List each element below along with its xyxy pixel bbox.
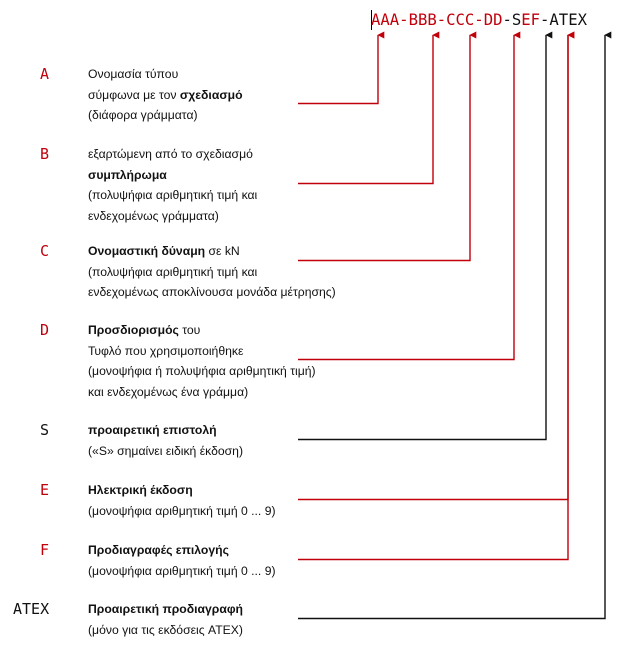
- bold-term: Προαιρετική προδιαγραφή: [88, 602, 243, 616]
- description-line: [88, 441, 243, 462]
- bold-term: προαιρετική επιστολή: [88, 423, 217, 437]
- code-segment: -: [540, 11, 550, 29]
- description-line: [88, 620, 243, 641]
- bold-term: σχεδιασμό: [179, 87, 243, 102]
- code-segment: -: [474, 11, 484, 29]
- description-line: [88, 165, 257, 186]
- code-segment: -: [502, 11, 512, 29]
- description-line: [88, 320, 316, 341]
- description-line: [88, 185, 257, 206]
- entry-description: [88, 241, 336, 303]
- description-line: [88, 420, 243, 441]
- entry-key: S: [40, 421, 50, 439]
- text-run: («S» σημαίνει ειδική έκδοση): [88, 443, 244, 458]
- description-line: [88, 262, 336, 283]
- bold-term: Ονομαστική δύναμη: [88, 244, 206, 258]
- bold-term: Ηλεκτρική έκδοση: [88, 483, 193, 497]
- description-line: [88, 561, 276, 582]
- bold-term: συμπλήρωμα: [88, 167, 167, 182]
- text-run: σε kN: [205, 244, 240, 258]
- text-run: (πολυψήφια αριθμητική τιμή και: [88, 188, 258, 202]
- connector-c: [298, 35, 470, 261]
- entry-key: F: [40, 541, 50, 559]
- code-segment: -: [436, 11, 447, 29]
- description-line: [88, 105, 243, 126]
- entry-key: C: [40, 242, 50, 260]
- text-run: Ονομασία τύπου: [88, 67, 179, 81]
- text-run: ενδεχομένως αποκλίνουσα μονάδα μέτρησης): [88, 285, 336, 299]
- connector-s: [298, 35, 546, 440]
- description-line: [88, 241, 336, 262]
- text-run: (μονοψήφια αριθμητική τιμή 0 ... 9): [88, 503, 276, 518]
- entry-description: [88, 144, 257, 226]
- code-segment: AAA: [371, 11, 400, 29]
- entry-key: A: [40, 65, 50, 83]
- text-run: (μόνο για τις εκδόσεις ATEX): [88, 622, 243, 637]
- text-run: Τυφλό που χρησιμοποιήθηκε: [88, 343, 244, 358]
- description-line: [88, 206, 257, 227]
- text-run: σύμφωνα με τον: [88, 87, 180, 102]
- text-run: (μονοψήφια αριθμητική τιμή 0 ... 9): [88, 563, 276, 578]
- connector-atex: [298, 35, 605, 619]
- entry-description: [88, 64, 243, 126]
- description-line: [88, 599, 243, 620]
- code-segment: S: [511, 11, 522, 29]
- bold-term: Προσδιορισμός: [88, 323, 179, 337]
- text-run: (μονοψήφια ή πολυψήφια αριθμητική τιμή): [88, 364, 316, 378]
- entry-description: [88, 480, 276, 521]
- description-line: [88, 85, 243, 106]
- description-line: [88, 480, 276, 501]
- connector-d: [298, 35, 514, 360]
- code-segment: DD: [483, 11, 503, 29]
- description-line: [88, 382, 316, 403]
- entry-description: [88, 320, 316, 402]
- entry-description: [88, 599, 243, 640]
- description-line: [88, 540, 276, 561]
- entry-key: E: [40, 481, 50, 499]
- connector-b: [298, 35, 433, 184]
- text-run: (πολυψήφια αριθμητική τιμή και: [88, 264, 258, 279]
- text-run: του: [178, 323, 201, 337]
- text-run: ενδεχομένως γράμματα): [88, 208, 219, 223]
- bold-term: Προδιαγραφές επιλογής: [88, 543, 229, 557]
- description-line: [88, 282, 336, 303]
- code-segment: ATEX: [549, 11, 587, 29]
- description-line: [88, 144, 257, 165]
- connector-a: [298, 35, 378, 104]
- description-line: [88, 501, 276, 522]
- entry-key: ATEX: [13, 600, 50, 618]
- text-run: (διάφορα γράμματα): [88, 108, 198, 122]
- entry-key: D: [40, 321, 50, 339]
- entry-description: [88, 420, 243, 461]
- code-segment: CCC: [446, 11, 475, 29]
- entry-description: [88, 540, 276, 581]
- code-segment: EF: [521, 11, 541, 29]
- entry-key: B: [40, 145, 50, 163]
- text-run: εξαρτώμενη από το σχεδιασμό: [88, 147, 253, 161]
- code-segment: BBB: [408, 11, 437, 29]
- code-segment: -: [399, 11, 409, 29]
- description-line: [88, 64, 243, 85]
- description-line: [88, 361, 316, 382]
- text-run: και ενδεχομένως ένα γράμμα): [88, 384, 249, 399]
- description-line: [88, 341, 316, 362]
